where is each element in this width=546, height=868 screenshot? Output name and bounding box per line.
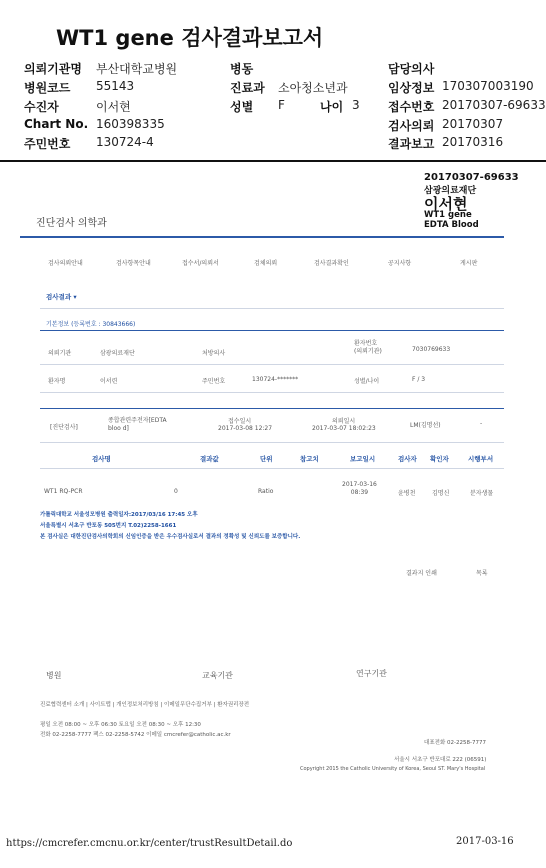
hospital-code-label: 병원코드 (24, 81, 71, 95)
result-page (20, 170, 526, 782)
age-value: 3 (352, 98, 360, 112)
order-received-value: 2017-03-08 12:27 (218, 425, 273, 432)
order-type: [진단검사] (50, 424, 78, 431)
department-label: 진료과 (230, 81, 265, 95)
footer-research[interactable]: 연구기관 (356, 669, 387, 678)
note-line-2: 서울특별시 서초구 반포동 505번지 T.02)2258-1661 (40, 523, 177, 529)
stamp-name: 이서현 (424, 195, 468, 213)
note-line-1: 가톨릭대학교 서울성모병원 출력일자:2017/03/16 17:45 오후 (40, 512, 198, 518)
receipt-no-label: 접수번호 (388, 100, 435, 114)
section-heading-label: 검사결과 (46, 293, 72, 301)
order-dash: - (480, 420, 483, 427)
print-date: 2017-03-16 (456, 836, 514, 847)
nav-item-notice[interactable]: 공지사항 (388, 260, 412, 267)
stamp-receipt: 20170307-69633 (424, 172, 519, 183)
nav-item-specimen[interactable]: 검체의뢰 (254, 260, 278, 267)
chevron-down-icon: ▾ (73, 293, 77, 301)
th-reported: 보고일시 (350, 455, 376, 463)
order-requested-label: 의뢰일시 (332, 418, 356, 425)
report-title: WT1 gene 검사결과보고서 (56, 26, 324, 50)
patient-label: 수진자 (24, 100, 59, 114)
cell-name: WT1 RQ-PCR (44, 488, 83, 495)
cell-dept: 분자생물 (470, 490, 494, 497)
list-button[interactable]: 목록 (476, 570, 488, 577)
nav-item-forms[interactable]: 접수서/의뢰서 (182, 260, 219, 267)
dept-title: 진단검사 의학과 (36, 218, 107, 229)
info-row-divider (40, 364, 504, 365)
section-divider (40, 308, 504, 309)
ward-label: 병동 (230, 62, 254, 76)
header-divider (0, 160, 546, 162)
report-date-value: 20170316 (442, 135, 504, 149)
th-unit: 단위 (260, 455, 273, 463)
footer-address: 서울시 서초구 반포대로 222 (06591) (394, 757, 487, 763)
info-bottom-border (40, 392, 504, 393)
info-inst-label: 의뢰기관 (48, 350, 72, 357)
footer-hours: 평일 오전 08:00 ~ 오후 06:30 토요일 오전 08:30 ~ 오후 12:30 (40, 722, 201, 728)
th-result: 결과값 (200, 455, 219, 463)
order-lm: LM(김명선) (410, 422, 441, 429)
nav-item-board[interactable]: 게시판 (460, 260, 478, 267)
request-date-label: 검사의뢰 (388, 119, 435, 133)
clinical-info-value: 170307003190 (442, 79, 534, 93)
info-inst-value: 삼광의료재단 (100, 350, 135, 357)
nav-item-items[interactable]: 검사항목안내 (116, 260, 151, 267)
basic-info-label: 기본정보 (등록번호 : 30843666) (46, 321, 136, 328)
th-name: 검사명 (92, 455, 111, 463)
stamp-foundation: 삼광의료재단 (424, 186, 477, 196)
institution-label: 의뢰기관명 (24, 62, 82, 76)
info-rrn-label: 주민번호 (202, 378, 226, 385)
chart-label: Chart No. (24, 117, 89, 131)
cell-tester: 윤병천 (398, 490, 416, 497)
print-url: https://cmcrefer.cmcnu.or.kr/center/trustResultDetail.do (6, 838, 293, 849)
footer-links[interactable]: 진료협력센터 소개 | 사이트맵 | 개인정보처리방침 | 이메일무단수집거부 | 환자권리장전 (40, 702, 250, 708)
th-tester: 검사자 (398, 455, 417, 463)
report-date-label: 결과보고 (388, 137, 435, 151)
note-line-3: 본 검사실은 대한진단검사의학회의 신임인증을 받은 우수검사실로서 결과의 정확성 및 신뢰도를 보증합니다. (40, 534, 301, 540)
rrn-label: 주민번호 (24, 137, 71, 151)
footer-copyright: Copyright 2015 the Catholic University of Korea, Seoul ST. Mary's Hospital (300, 766, 486, 772)
cell-result: 0 (174, 488, 178, 495)
info-patient-no-value: 7030769633 (412, 346, 451, 353)
order-received-label: 접수일시 (228, 418, 252, 425)
stamp-test: WT1 gene (424, 210, 472, 220)
footer-hospital[interactable]: 병원 (46, 671, 62, 680)
footer-phone: 대표전화 02-2258-7777 (424, 740, 486, 746)
rrn-value: 130724-4 (96, 135, 154, 149)
table-header-divider (40, 468, 504, 469)
order-requested-value: 2017-03-07 18:02:23 (312, 425, 376, 432)
receipt-no-value: 20170307-69633 (442, 98, 546, 112)
info-name-value: 이서련 (100, 378, 118, 385)
order-top-border (40, 408, 504, 409)
th-checker: 확인자 (430, 455, 449, 463)
info-sexage-value: F / 3 (412, 376, 426, 383)
order-item: 종합관련주전자[EDTA bloo d] (108, 417, 167, 432)
doctor-label: 담당의사 (388, 62, 435, 76)
th-ref: 참고치 (300, 455, 319, 463)
patient-value: 이서현 (96, 100, 131, 114)
sex-value: F (278, 98, 285, 112)
info-rrn-value: 130724-******* (252, 376, 299, 383)
cell-checker: 김명신 (432, 490, 450, 497)
cell-reported: 2017-03-16 08:39 (342, 481, 377, 496)
hospital-code-value: 55143 (96, 79, 135, 93)
stamp-specimen: EDTA Blood (424, 220, 479, 230)
request-date-value: 20170307 (442, 117, 504, 131)
nav-item-results[interactable]: 검사결과확인 (314, 260, 349, 267)
footer-education[interactable]: 교육기관 (202, 671, 233, 680)
age-label: 나이 (320, 100, 344, 114)
institution-value: 부산대학교병원 (96, 62, 178, 76)
chart-value: 160398335 (96, 117, 165, 131)
section-heading[interactable] (46, 292, 77, 301)
info-name-label: 환자명 (48, 378, 66, 385)
info-patient-no-label: 환자번호 (의뢰기관) (354, 340, 382, 355)
department-value: 소아청소년과 (278, 81, 348, 95)
sex-label: 성별 (230, 100, 254, 114)
info-sexage-label: 성별/나이 (354, 378, 380, 385)
footer-contact: 전화 02-2258-7777 팩스 02-2258-5742 이메일 cmcrefer@catholic.ac.kr (40, 732, 231, 738)
info-prescriber-label: 처방의사 (202, 350, 226, 357)
cell-unit: Ratio (258, 488, 274, 495)
print-result-button[interactable]: 결과지 인쇄 (406, 570, 437, 577)
order-bottom-border (40, 442, 504, 443)
nav-item-guide[interactable]: 검사의뢰안내 (48, 260, 83, 267)
info-top-border (40, 330, 504, 331)
th-dept: 시행부서 (468, 455, 494, 463)
clinical-info-label: 임상정보 (388, 81, 435, 95)
title-underline (20, 236, 504, 238)
